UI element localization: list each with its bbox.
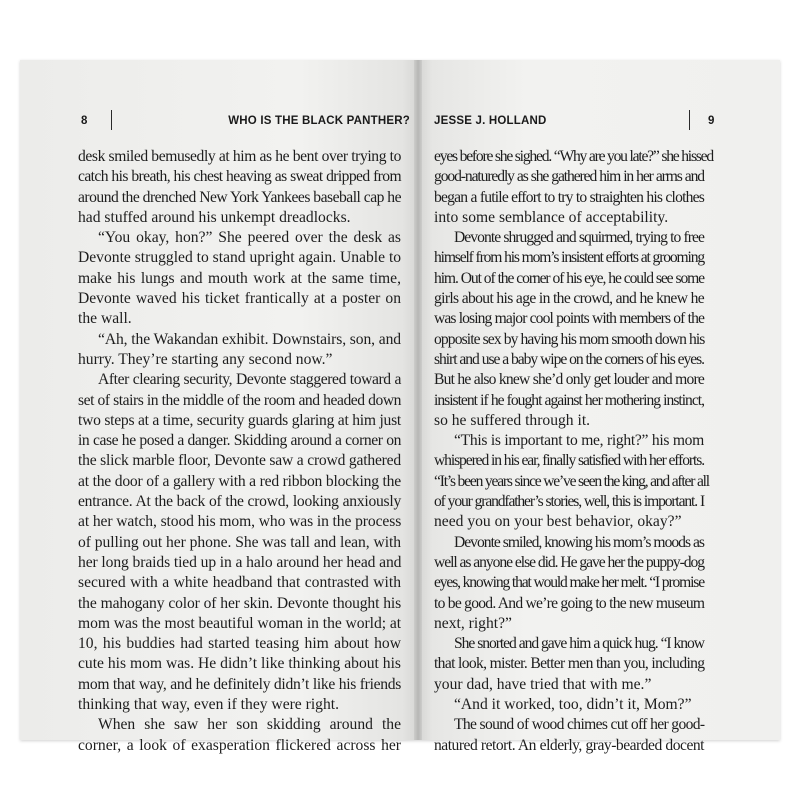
header-rule xyxy=(689,110,690,130)
right-page xyxy=(418,60,780,754)
text-line: Devonte smiled, knowing his mom’s moods as xyxy=(454,533,704,551)
text-line: “You okay, hon?” She peered over the desk as xyxy=(98,229,401,247)
text-line: “This is important to me, right?” his mom xyxy=(454,432,704,450)
text-line: desk smiled bemusedly at him as he bent over trying to xyxy=(78,148,401,165)
left-running-head: WHO IS THE BLACK PANTHER? xyxy=(228,115,410,127)
text-line: at the door of a gallery with a red ribbon blocking the xyxy=(78,472,401,490)
text-line: in case he posed a danger. Skidding around a corner on xyxy=(78,432,401,450)
text-line: natured retort. An elderly, gray-bearded docent xyxy=(434,736,704,754)
right-page-number: 9 xyxy=(708,115,715,127)
open-book-spread xyxy=(20,60,780,754)
text-line: 10, his buddies had started teasing him about how xyxy=(78,635,401,653)
text-line: “It’s been years since we’ve seen the king, and after all xyxy=(434,472,709,490)
text-line: When she saw her son skidding around the xyxy=(98,716,401,734)
text-line: was losing major cool points with members of the xyxy=(434,310,704,328)
text-line: began a futile effort to try to straighten his clothes xyxy=(434,188,704,206)
text-line: next, right?” xyxy=(434,614,512,632)
text-line: girls about his age in the crowd, and he knew he xyxy=(434,290,704,308)
text-line: shirt and use a baby wipe on the corners of his eyes. xyxy=(434,350,704,368)
text-line: eyes before she sighed. “Why are you late?” she hissed xyxy=(434,148,713,165)
text-line: well as anyone else did. He gave her the puppy-dog xyxy=(434,553,704,571)
text-line: that look, mister. Better men than you, including xyxy=(434,655,705,673)
text-line: Devonte waved his ticket frantically at a poster on xyxy=(78,290,401,308)
text-line: She snorted and gave him a quick hug. “I know xyxy=(454,635,704,653)
text-line: good-naturedly as she gathered him in her arms and xyxy=(434,168,704,186)
text-line: so he suffered through it. xyxy=(434,411,591,429)
text-line: But he also knew she’d only get louder and more xyxy=(434,371,704,389)
text-line: opposite sex by having his mom smooth down his xyxy=(434,330,705,348)
text-line: the mahogany color of her skin. Devonte thought his xyxy=(78,594,401,612)
text-line: at her watch, stood his mom, who was in the process xyxy=(78,513,402,531)
text-line: corner, a look of exasperation flickered across her xyxy=(78,736,401,754)
text-line: “And it worked, too, didn’t it, Mom?” xyxy=(454,696,692,714)
left-page xyxy=(20,60,418,754)
text-line: make his lungs and mouth work at the same time, xyxy=(78,269,401,287)
right-page-header xyxy=(418,112,780,130)
text-line: After clearing security, Devonte staggered toward a xyxy=(98,371,401,389)
text-line: mom that way, and he definitely didn’t like his friends xyxy=(78,675,401,693)
text-line: eyes, knowing that would make her melt. “I promise xyxy=(434,574,704,592)
text-line: cute his mom was. He didn’t like thinking about his xyxy=(78,655,401,673)
left-page-body-text xyxy=(78,147,401,756)
header-rule xyxy=(111,110,112,130)
text-line: himself from his mom’s insistent efforts at grooming xyxy=(434,249,704,267)
text-line: of pulling out her phone. She was tall and lean, with xyxy=(78,533,402,551)
text-line: had stuffed around his unkempt dreadlocks. xyxy=(78,208,351,226)
text-line: set of stairs in the middle of the room and headed down xyxy=(78,391,401,409)
text-line: “Ah, the Wakandan exhibit. Downstairs, son, and xyxy=(98,330,401,348)
text-line: catch his breath, his chest heaving as sweat dripped from xyxy=(78,168,401,186)
text-line: Devonte struggled to stand upright again. Unable to xyxy=(78,249,402,267)
text-line: her long braids tied up in a halo around her head and xyxy=(78,553,402,571)
text-line: entrance. At the back of the crowd, looking anxiously xyxy=(78,493,401,511)
text-line: hurry. They’re starting any second now.” xyxy=(78,350,333,368)
text-line: Devonte shrugged and squirmed, trying to free xyxy=(454,229,704,247)
left-page-number: 8 xyxy=(81,115,88,127)
right-running-head: JESSE J. HOLLAND xyxy=(434,115,547,127)
text-line: whispered in his ear, finally satisfied with her efforts. xyxy=(434,452,704,470)
text-line: into some semblance of acceptability. xyxy=(434,208,669,226)
text-line: your dad, have tried that with me.” xyxy=(434,675,652,693)
text-line: insistent if he fought against her mothering instinct, xyxy=(434,391,704,409)
text-line: of your grandfather’s stories, well, this is important. I xyxy=(434,493,704,511)
right-page-body-text xyxy=(434,147,713,756)
text-line: the wall. xyxy=(78,310,132,328)
text-line: him. Out of the corner of his eye, he could see some xyxy=(434,269,704,287)
text-line: The sound of wood chimes cut off her good- xyxy=(454,716,705,734)
text-line: secured with a white headband that contrasted with xyxy=(78,574,401,592)
text-line: to be good. And we’re going to the new museum xyxy=(434,594,705,612)
left-page-header xyxy=(20,112,418,130)
text-line: thinking that way, even if they were right. xyxy=(78,696,339,714)
book-gutter xyxy=(414,60,422,740)
text-line: around the drenched New York Yankees baseball cap he xyxy=(78,188,402,206)
text-line: mom was the most beautiful woman in the world; at xyxy=(78,614,401,632)
text-line: need you on your best behavior, okay?” xyxy=(434,513,682,531)
text-line: the slick marble floor, Devonte saw a crowd gathered xyxy=(78,452,401,470)
text-line: two steps at a time, security guards glaring at him just xyxy=(78,411,401,429)
